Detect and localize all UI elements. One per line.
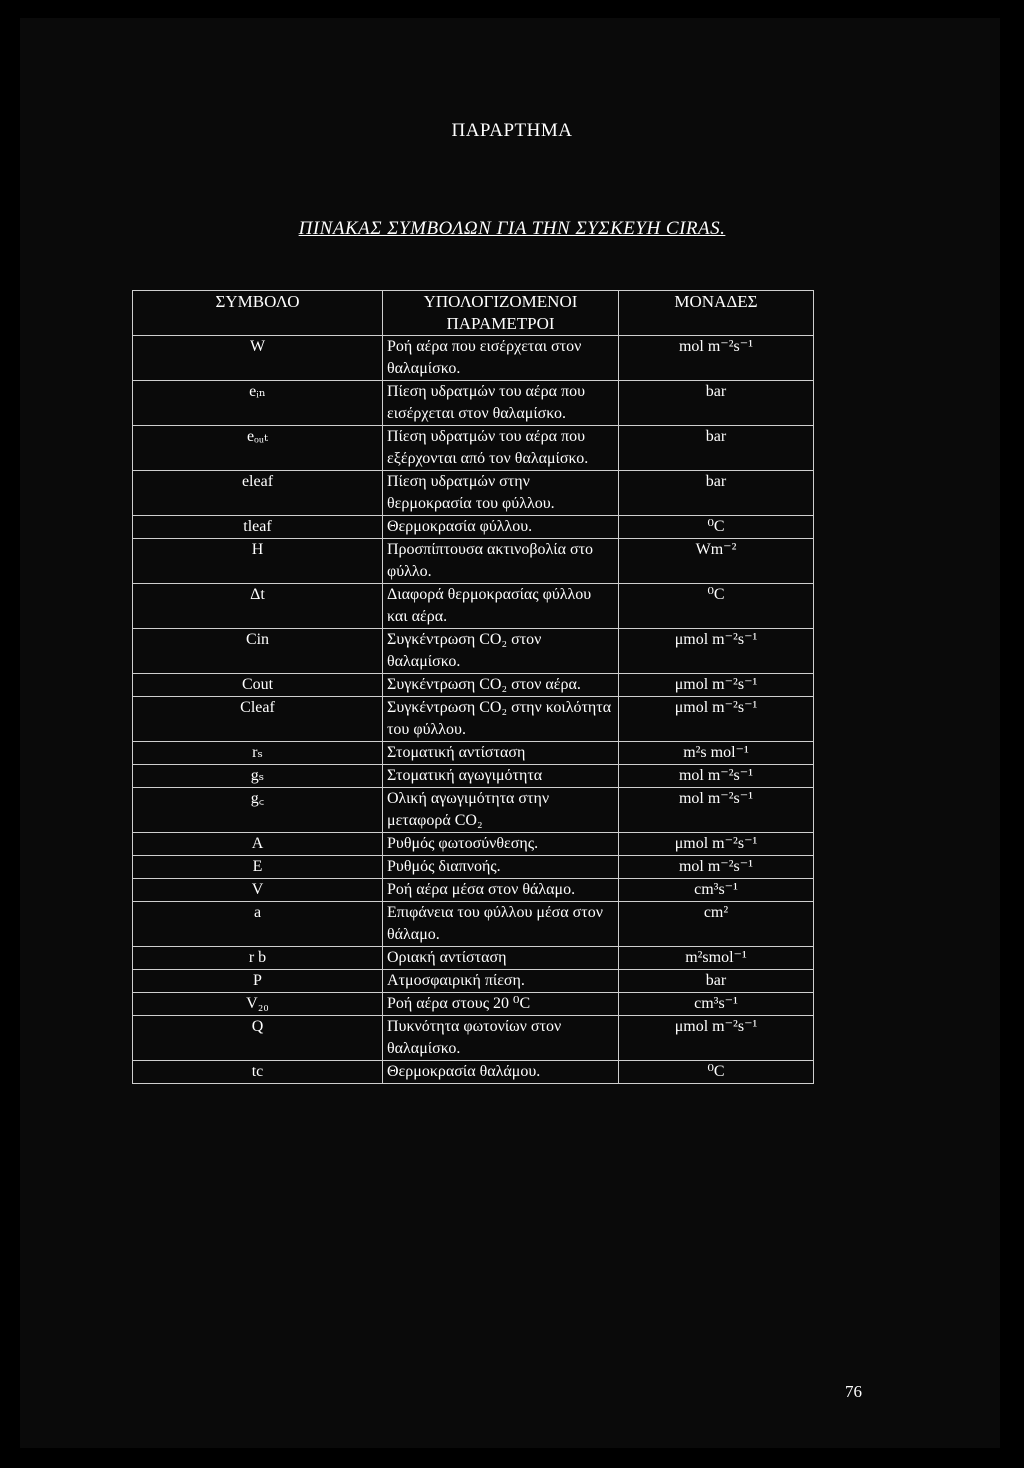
row-symbol: r b (133, 947, 383, 970)
row-unit: bar (619, 970, 814, 993)
row-unit: ⁰C (619, 1061, 814, 1084)
row-unit: mol m⁻²s⁻¹ (619, 336, 814, 381)
table-row (133, 697, 814, 742)
row-unit: cm² (619, 902, 814, 947)
row-symbol: eleaf (133, 471, 383, 516)
header-parameters: ΥΠΟΛΟΓΙΖΟΜΕΝΟΙ ΠΑΡΑΜΕΤΡΟΙ (383, 291, 619, 336)
row-unit: Wm⁻² (619, 539, 814, 584)
table-row (133, 879, 814, 902)
row-description: Ροή αέρα μέσα στον θάλαμο. (383, 879, 619, 902)
row-unit: ⁰C (619, 584, 814, 629)
row-description: Συγκέντρωση CO₂ στον θαλαμίσκο. (383, 629, 619, 674)
row-description: Πίεση υδρατμών στην θερμοκρασία του φύλλου. (383, 471, 619, 516)
row-unit: mol m⁻²s⁻¹ (619, 765, 814, 788)
row-unit: bar (619, 471, 814, 516)
table-row (133, 471, 814, 516)
row-symbol: Cleaf (133, 697, 383, 742)
row-description: Οριακή αντίσταση (383, 947, 619, 970)
row-unit: m²smol⁻¹ (619, 947, 814, 970)
table-row (133, 833, 814, 856)
table-row (133, 539, 814, 584)
table-row (133, 381, 814, 426)
row-symbol: W (133, 336, 383, 381)
row-symbol: Δt (133, 584, 383, 629)
table-row (133, 788, 814, 833)
row-description: Προσπίπτουσα ακτινοβολία στο φύλλο. (383, 539, 619, 584)
row-symbol: E (133, 856, 383, 879)
row-description: Επιφάνεια του φύλλου μέσα στον θάλαμο. (383, 902, 619, 947)
table-row (133, 742, 814, 765)
header-symbol: ΣΥΜΒΟΛΟ (133, 291, 383, 336)
table-row (133, 970, 814, 993)
row-description: Διαφορά θερμοκρασίας φύλλου και αέρα. (383, 584, 619, 629)
row-description: Πίεση υδρατμών του αέρα που εξέρχονται από τον θαλαμίσκο. (383, 426, 619, 471)
row-symbol: g꜀ (133, 788, 383, 833)
row-unit: ⁰C (619, 516, 814, 539)
row-unit: μmol m⁻²s⁻¹ (619, 1016, 814, 1061)
row-description: Πυκνότητα φωτονίων στον θαλαμίσκο. (383, 1016, 619, 1061)
row-symbol: rₛ (133, 742, 383, 765)
row-description: Συγκέντρωση CO₂ στην κοιλότητα του φύλλου. (383, 697, 619, 742)
row-symbol: gₛ (133, 765, 383, 788)
row-symbol: tc (133, 1061, 383, 1084)
table-row (133, 902, 814, 947)
page-number: 76 (845, 1382, 862, 1401)
row-description: Θερμοκρασία φύλλου. (383, 516, 619, 539)
table-header-row (133, 291, 814, 336)
row-unit: cm³s⁻¹ (619, 993, 814, 1016)
row-unit: μmol m⁻²s⁻¹ (619, 697, 814, 742)
symbols-table (132, 290, 814, 1084)
row-description: Ροή αέρα που εισέρχεται στον θαλαμίσκο. (383, 336, 619, 381)
row-symbol: Cout (133, 674, 383, 697)
page-title: ΠΑΡΑΡΤΗΜΑ (451, 120, 573, 141)
row-unit: cm³s⁻¹ (619, 879, 814, 902)
row-unit: μmol m⁻²s⁻¹ (619, 833, 814, 856)
row-symbol: Cin (133, 629, 383, 674)
row-description: Πίεση υδρατμών του αέρα που εισέρχεται στον θαλαμίσκο. (383, 381, 619, 426)
row-description: Ατμοσφαιρική πίεση. (383, 970, 619, 993)
row-description: Ολική αγωγιμότητα στην μεταφορά CO₂ (383, 788, 619, 833)
row-symbol: tleaf (133, 516, 383, 539)
row-unit: mol m⁻²s⁻¹ (619, 788, 814, 833)
row-symbol: P (133, 970, 383, 993)
row-symbol: V₂₀ (133, 993, 383, 1016)
table-row (133, 629, 814, 674)
table-row (133, 674, 814, 697)
row-description: Θερμοκρασία θαλάμου. (383, 1061, 619, 1084)
row-unit: μmol m⁻²s⁻¹ (619, 674, 814, 697)
row-symbol: H (133, 539, 383, 584)
table-row (133, 426, 814, 471)
row-description: Ρυθμός διαπνοής. (383, 856, 619, 879)
row-description: Ρυθμός φωτοσύνθεσης. (383, 833, 619, 856)
table-row (133, 1016, 814, 1061)
row-unit: bar (619, 426, 814, 471)
row-symbol: eₒᵤₜ (133, 426, 383, 471)
table-row (133, 516, 814, 539)
table-row (133, 856, 814, 879)
row-symbol: eᵢₙ (133, 381, 383, 426)
row-unit: bar (619, 381, 814, 426)
table-row (133, 947, 814, 970)
header-units: ΜΟΝΑΔΕΣ (619, 291, 814, 336)
row-unit: m²s mol⁻¹ (619, 742, 814, 765)
row-symbol: Q (133, 1016, 383, 1061)
row-symbol: A (133, 833, 383, 856)
row-description: Ροή αέρα στους 20 ⁰C (383, 993, 619, 1016)
row-symbol: a (133, 902, 383, 947)
table-row (133, 584, 814, 629)
row-description: Συγκέντρωση CO₂ στον αέρα. (383, 674, 619, 697)
table-row (133, 993, 814, 1016)
table-row (133, 336, 814, 381)
table-caption: ΠΙΝΑΚΑΣ ΣΥΜΒΟΛΩΝ ΓΙΑ ΤΗΝ ΣΥΣΚΕΥΗ CIRAS. (298, 218, 726, 239)
table-row (133, 1061, 814, 1084)
row-unit: mol m⁻²s⁻¹ (619, 856, 814, 879)
row-symbol: V (133, 879, 383, 902)
row-description: Στοματική αντίσταση (383, 742, 619, 765)
row-description: Στοματική αγωγιμότητα (383, 765, 619, 788)
table-row (133, 765, 814, 788)
row-unit: μmol m⁻²s⁻¹ (619, 629, 814, 674)
